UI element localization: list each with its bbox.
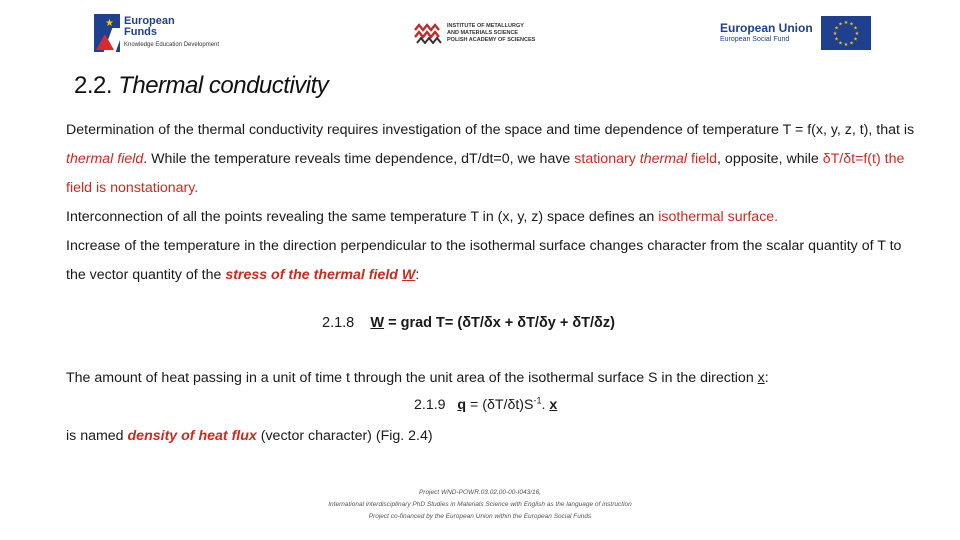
section-title-text: Thermal conductivity — [118, 72, 329, 99]
footer-line2: International interdisciplinary PhD Studies in Materials Science with English as the language of instruction — [328, 501, 632, 508]
paragraph-heat-amount — [66, 368, 769, 388]
term-stress-thermal-field: stress of the thermal field — [225, 267, 402, 283]
svg-text:★: ★ — [833, 36, 839, 43]
svg-text:★: ★ — [854, 31, 859, 37]
eu-flag-icon — [821, 16, 871, 50]
section-title — [74, 72, 328, 100]
svg-text:★: ★ — [833, 25, 839, 32]
eu-title: European Union — [720, 21, 813, 35]
equation-2-1-8 — [322, 315, 615, 331]
european-funds-mark-icon: ★ — [94, 14, 120, 52]
svg-text:★: ★ — [848, 40, 854, 47]
para1-text-a: Determination of the thermal conductivity requires investigation of the space and time dependence of temperature T = f(x, y, z, t), that is — [66, 122, 915, 138]
institute-mark-icon — [414, 22, 442, 44]
term-density-heat-flux: density of heat flux — [127, 428, 257, 444]
footer — [0, 487, 960, 523]
svg-text:★: ★ — [852, 36, 858, 43]
logo-bar — [0, 0, 960, 70]
term-isothermal-surface: isothermal surface. — [658, 209, 779, 225]
paragraph-heat-flux — [66, 426, 433, 446]
eq1-w: W — [370, 315, 385, 331]
para4-text-a: The amount of heat passing in a unit of time t through the unit area of the isothermal surface S in the direction — [66, 370, 758, 386]
eq2-q: q — [457, 397, 467, 413]
institute-line1: INSTITUTE OF METALLURGY — [447, 22, 524, 29]
term-thermal: thermal — [639, 151, 688, 167]
colon: : — [764, 370, 769, 386]
term-w: W — [401, 267, 416, 283]
term-nonstationary: δT/δt=f(t) the field is nonstationary. — [66, 151, 905, 196]
institute-line3: POLISH ACADEMY OF SCIENCES — [447, 36, 536, 43]
eq2-x: x — [549, 397, 558, 413]
eu-subtitle: European Social Fund — [720, 36, 790, 43]
svg-text:★: ★ — [848, 21, 854, 28]
eq2-sup: -1 — [533, 395, 542, 406]
eq1-label: 2.1.8 — [322, 315, 355, 331]
european-funds-subtitle: Knowledge Education Development — [124, 41, 220, 48]
colon: : — [415, 267, 420, 283]
term-field: field — [691, 151, 718, 167]
european-funds-line2: Funds — [124, 25, 157, 38]
svg-text:★: ★ — [837, 21, 843, 28]
svg-text:★: ★ — [832, 31, 837, 37]
eq2-mid: = (δT/δt)S — [466, 397, 534, 413]
european-funds-logo — [94, 14, 219, 52]
para1-text-i: , opposite, while — [717, 151, 823, 167]
para5-text-c: (vector character) (Fig. 2.4) — [256, 428, 433, 444]
institute-logo — [414, 22, 535, 44]
european-funds-line1: European — [124, 14, 175, 27]
paragraph-isothermal — [66, 203, 916, 232]
paragraph-thermal-field — [66, 116, 916, 203]
svg-text:★: ★ — [843, 20, 848, 26]
term-stationary: stationary — [574, 151, 636, 167]
svg-text:★: ★ — [852, 25, 858, 32]
footer-line1: Project WND-POWR.03.02.00-00-I043/16, — [418, 489, 542, 496]
eq2-label: 2.1.9 — [414, 397, 446, 413]
footer-line3: Project co-financed by the European Union within the European Social Funds — [368, 513, 592, 520]
institute-line2: AND MATERIALS SCIENCE — [447, 29, 519, 36]
eq2-dot: . — [541, 397, 550, 413]
para2-text-a: Interconnection of all the points revealing the same temperature T in (x, y, z) space defines an — [66, 209, 659, 225]
body-text — [66, 116, 916, 290]
equation-2-1-9 — [414, 397, 557, 413]
term-thermal-field: thermal field — [66, 151, 144, 167]
para1-text-c: . While the temperature reveals time dependence, dT/dt=0, we have — [143, 151, 575, 167]
eq1-rest: = grad T= (δT/δx + δT/δy + δT/δz) — [384, 315, 615, 331]
para3-text-a: Increase of the temperature in the direction perpendicular to the isothermal surface changes character from the scalar quantity of T to the vector quantity of the — [66, 238, 902, 283]
svg-text:★: ★ — [843, 42, 848, 48]
svg-text:★: ★ — [837, 40, 843, 47]
para5-text-a: is named — [66, 428, 128, 444]
section-number: 2.2. — [74, 72, 113, 99]
paragraph-stress — [66, 232, 916, 290]
european-union-logo — [720, 16, 871, 50]
para4-x: x — [757, 370, 765, 386]
